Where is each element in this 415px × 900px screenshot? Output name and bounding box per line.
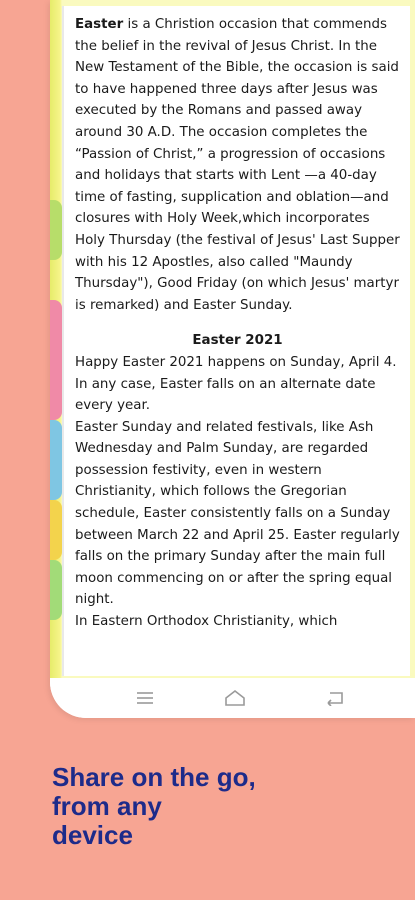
promo-line: Share on the go, xyxy=(52,762,256,792)
promo-headline xyxy=(52,763,392,850)
article-intro-bold: Easter xyxy=(75,17,124,32)
decor-leaf xyxy=(50,560,62,620)
menu-icon[interactable] xyxy=(134,688,156,708)
system-navigation-bar xyxy=(50,678,415,718)
article-card[interactable] xyxy=(62,6,410,676)
article-paragraph: In Eastern Orthodox Christianity, which xyxy=(75,614,338,630)
promo-line: from any xyxy=(52,791,162,821)
article-heading: Easter 2021 xyxy=(192,333,283,349)
back-icon[interactable] xyxy=(324,688,346,708)
article-paragraph: Happy Easter 2021 happens on Sunday, April 4. In any case, Easter falls on an alternate date every year. xyxy=(75,354,397,414)
promo-line: device xyxy=(52,820,133,850)
decor-egg xyxy=(50,500,62,560)
decor-egg xyxy=(50,300,62,420)
article-intro-text: is a Christion occasion that commends the belief in the revival of Jesus Christ. In the New Testament of the Bible, the occasion is said to have happened three days after Jesus was executed by the Romans and passed away around 30 A.D. The occasion completes the “Passion of Christ,” a progression of occasions and holidays that starts with Lent —a 40-day time of fasting, supplication and oblation—and closures with Holy Week,which incorporates Holy Thursday (the festival of Jesus' Last Supper with his 12 Apostles, also called "Maundy Thursday"), Good Friday (on which Jesus' martyr is remarked) and Easter Sunday. xyxy=(75,17,400,313)
article-content xyxy=(64,6,410,633)
phone-screen xyxy=(50,0,415,718)
home-icon[interactable] xyxy=(224,688,246,708)
article-paragraph: Easter Sunday and related festivals, like Ash Wednesday and Palm Sunday, are regarded possession festivity, even in western Christianity, which follows the Gregorian schedule, Easter consistently falls on a Sunday between March 22 and April 25. Easter regularly falls on the primary Sunday after the main full moon commencing on or after the spring equal night. xyxy=(75,419,400,608)
article-intro xyxy=(75,14,400,316)
decor-leaf xyxy=(50,200,62,260)
decor-egg xyxy=(50,420,62,500)
